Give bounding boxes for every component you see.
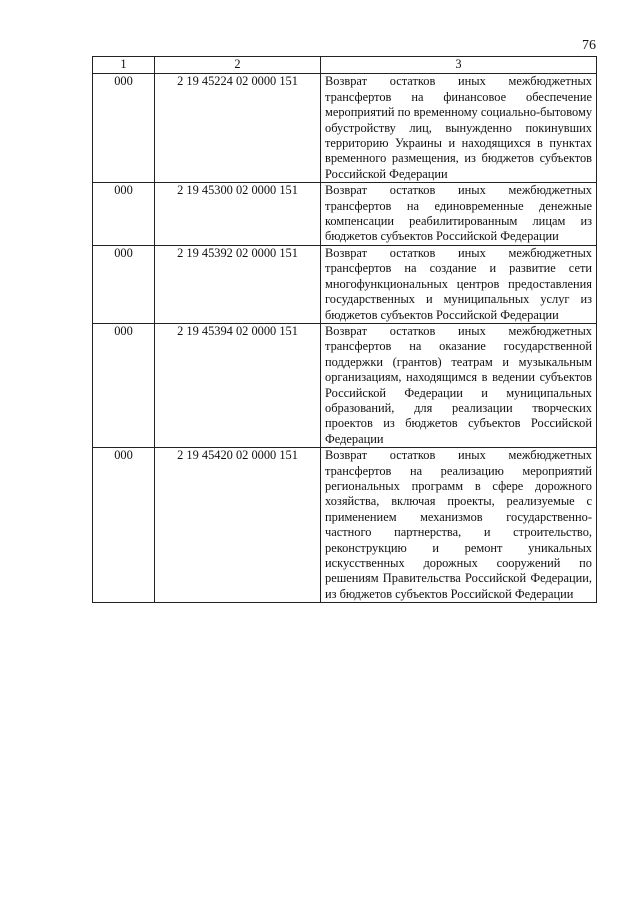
description-cell: Возврат остатков иных межбюджетных трансфертов на единовременные денежные компенсации реабилитированным лицам из бюджетов субъектов Российской Федерации xyxy=(321,183,597,246)
admin-code-cell: 000 xyxy=(93,245,155,323)
kbk-code-cell: 2 19 45300 02 0000 151 xyxy=(155,183,321,246)
budget-codes-table xyxy=(92,56,597,603)
admin-code-cell: 000 xyxy=(93,448,155,603)
description-cell: Возврат остатков иных межбюджетных трансфертов на реализацию мероприятий региональных программ в сфере дорожного хозяйства, включая проекты, реализуемые с применением механизмов государственно-частного партнерства, и строительство, реконструкцию и ремонт уникальных искусственных дорожных сооружений по решениям Правительства Российской Федерации, из бюджетов субъектов Российской Федерации xyxy=(321,448,597,603)
table-row xyxy=(93,448,597,603)
kbk-code-cell: 2 19 45224 02 0000 151 xyxy=(155,74,321,183)
kbk-code-cell: 2 19 45394 02 0000 151 xyxy=(155,323,321,447)
description-cell: Возврат остатков иных межбюджетных трансфертов на финансовое обеспечение мероприятий по временному социально-бытовому обустройству лиц, вынужденно покинувших территорию Украины и находящихся в пунктах временного размещения, из бюджетов субъектов Российской Федерации xyxy=(321,74,597,183)
table-row xyxy=(93,183,597,246)
page-number: 76 xyxy=(582,38,596,53)
kbk-code-cell: 2 19 45420 02 0000 151 xyxy=(155,448,321,603)
admin-code-cell: 000 xyxy=(93,74,155,183)
kbk-code-cell: 2 19 45392 02 0000 151 xyxy=(155,245,321,323)
table-row xyxy=(93,323,597,447)
table-header-row xyxy=(93,57,597,74)
table-row xyxy=(93,74,597,183)
table-row xyxy=(93,245,597,323)
column-header-3: 3 xyxy=(321,57,597,74)
column-header-2: 2 xyxy=(155,57,321,74)
admin-code-cell: 000 xyxy=(93,183,155,246)
admin-code-cell: 000 xyxy=(93,323,155,447)
column-header-1: 1 xyxy=(93,57,155,74)
description-cell: Возврат остатков иных межбюджетных трансфертов на создание и развитие сети многофункциональных центров предоставления государственных и муниципальных услуг из бюджетов субъектов Российской Федерации xyxy=(321,245,597,323)
description-cell: Возврат остатков иных межбюджетных трансфертов на оказание государственной поддержки (грантов) театрам и музыкальным организациям, находящимся в ведении субъектов Российской Федерации и муниципальных образований, для реализации творческих проектов из бюджетов субъектов Российской Федерации xyxy=(321,323,597,447)
